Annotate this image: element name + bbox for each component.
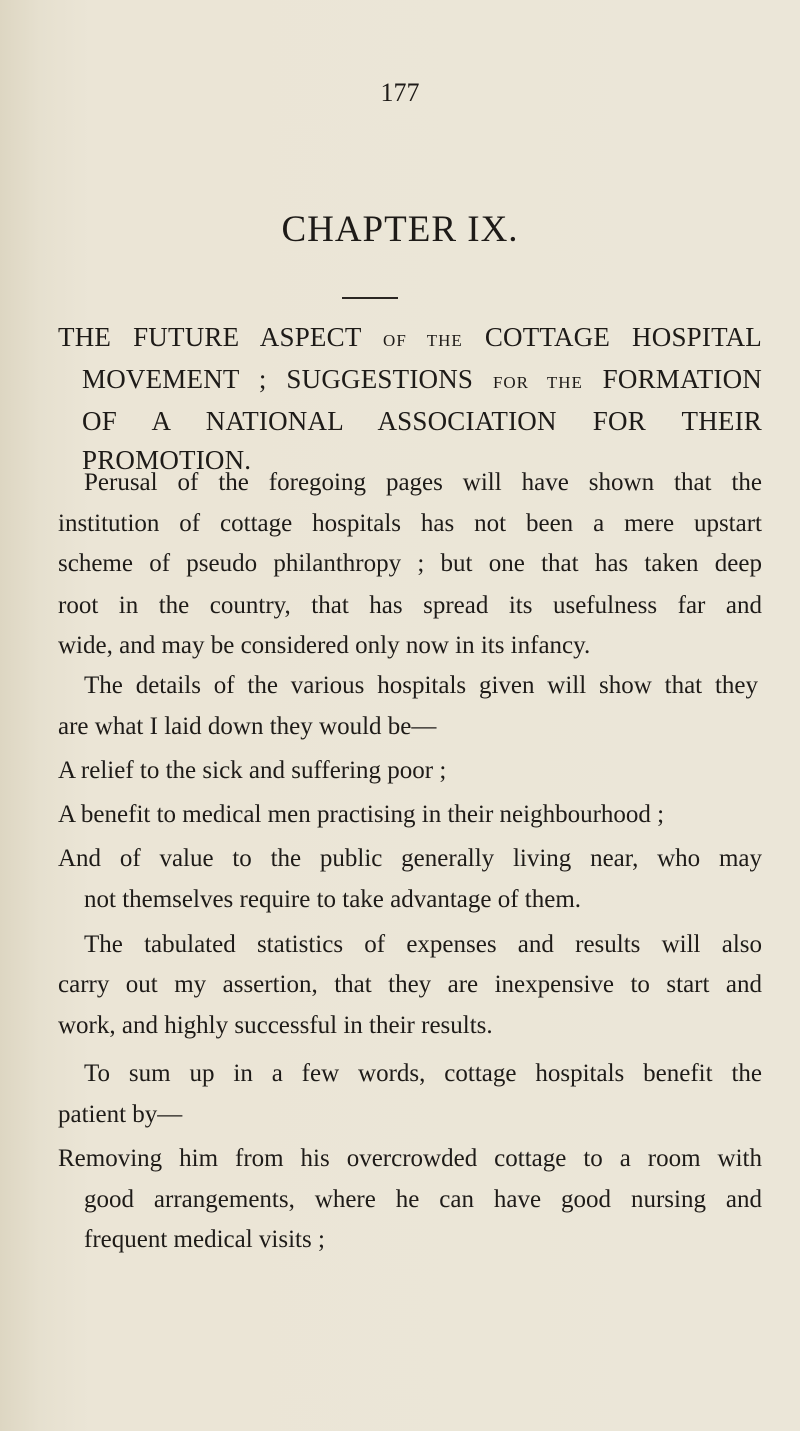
text-line: A relief to the sick and suffering poor ;	[58, 757, 447, 784]
text-line: institution of cottage hospitals has not been a mere upstart	[58, 510, 762, 537]
text-line: The tabulated statistics of expenses and results will also	[84, 931, 762, 958]
page-number: 177	[380, 78, 420, 107]
text-line: The details of the various hospitals given will show that they	[84, 672, 758, 699]
heading-line-4: PROMOTION.	[82, 445, 252, 475]
text-line: To sum up in a few words, cottage hospitals benefit the	[84, 1060, 762, 1087]
heading-line-3: OF A NATIONAL ASSOCIATION FOR THEIR	[82, 406, 762, 436]
heading-line-1: THE FUTURE ASPECT OF THE COTTAGE HOSPITAL	[58, 322, 762, 352]
text-line: carry out my assertion, that they are inexpensive to start and	[58, 971, 762, 998]
text-line: work, and highly successful in their results.	[58, 1012, 493, 1039]
text-line: Perusal of the foregoing pages will have shown that the	[84, 469, 762, 496]
heading-line-2: MOVEMENT ; SUGGESTIONS FOR THE FORMATION	[82, 364, 762, 394]
section-heading	[58, 318, 762, 480]
text-line: And of value to the public generally living near, who may	[58, 845, 762, 872]
text-line: are what I laid down they would be—	[58, 713, 437, 740]
text-line: Removing him from his overcrowded cottage to a room with	[58, 1145, 762, 1172]
text-line: scheme of pseudo philanthropy ; but one that has taken deep	[58, 550, 762, 577]
text-line: patient by—	[58, 1101, 183, 1128]
text-line: A benefit to medical men practising in their neighbourhood ;	[58, 801, 665, 828]
title-rule	[342, 297, 398, 299]
text-line: wide, and may be considered only now in its infancy.	[58, 632, 591, 659]
text-line: root in the country, that has spread its usefulness far and	[58, 592, 762, 619]
text-line: good arrangements, where he can have good nursing and	[84, 1186, 762, 1213]
text-line: not themselves require to take advantage of them.	[84, 886, 582, 913]
chapter-title: CHAPTER IX.	[281, 209, 519, 250]
text-line: frequent medical visits ;	[84, 1226, 325, 1253]
